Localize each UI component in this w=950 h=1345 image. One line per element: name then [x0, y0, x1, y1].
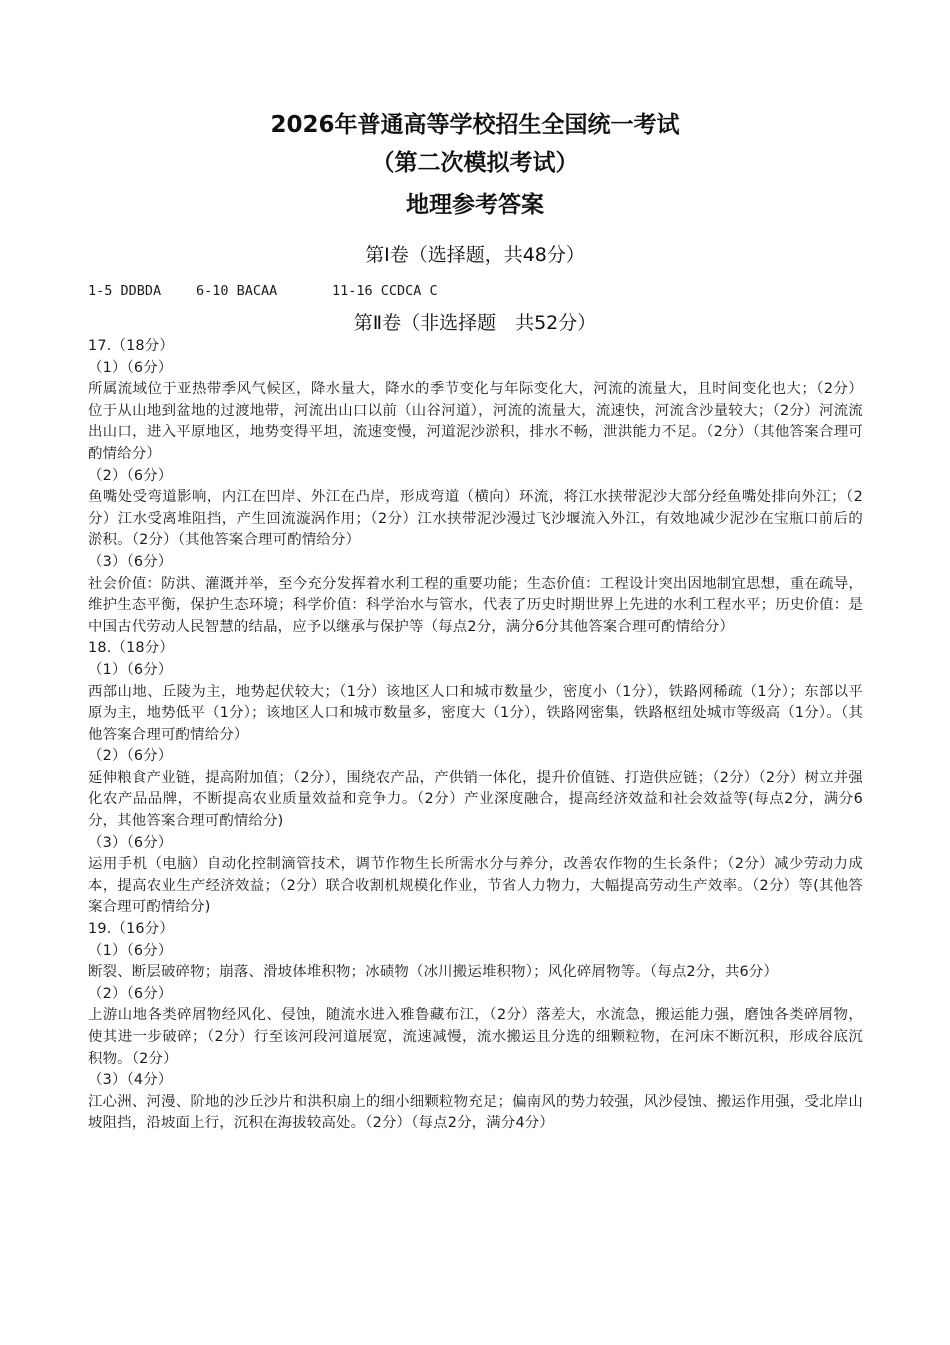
- q18-2-answer: 延伸粮食产业链，提高附加值；（2分），围绕农产品，产供销一体化，提升价值链、打造供应链；（2分）（2分）树立并强化农产品品牌，不断提高农业质量效益和竞争力。（2分）产业深度融合，提高经济效益和社会效益等(每点2分，满分6分，其他答案合理可酌情给分): [88, 769, 863, 830]
- q17-2-answer: 鱼嘴处受弯道影响，内江在凹岸、外江在凸岸，形成弯道（横向）环流，将江水挟带泥沙大部分经鱼嘴处排向外江；（2分）江水受离堆阻挡，产生回流漩涡作用；（2分）江水挟带泥沙漫过飞沙堰流入外江，有效地减少泥沙在宝瓶口前后的淤积。（2分）（其他答案合理可酌情给分）: [88, 489, 863, 549]
- q18-heading: 18.（18分）: [88, 640, 174, 657]
- q19-2-answer: 上游山地各类碎屑物经风化、侵蚀，随流水进入雅鲁藏布江，（2分）落差大，水流急，搬运能力强，磨蚀各类碎屑物，使其进一步破碎；（2分）行至该河段河道展宽，流速减慢，流水搬运且分选的细颗粒物，在河床不断沉积，形成谷底沉积物。（2分）: [88, 1007, 863, 1067]
- q19-1-heading: （1）（6分）: [88, 942, 173, 959]
- section1-heading: 第Ⅰ卷（选择题，共48分）: [365, 244, 585, 266]
- q19-heading: 19.（16分）: [88, 921, 174, 938]
- section2-heading: 第Ⅱ卷（非选择题 共52分）: [353, 312, 597, 334]
- q17-1-answer: 所属流域位于亚热带季风气候区，降水量大，降水的季节变化与年际变化大，河流的流量大，且时间变化也大；（2分）位于从山地到盆地的过渡地带，河流出山口以前（山谷河道），河流的流量大，流速快，河流含沙量较大；（2分）河流流出山口，进入平原地区，地势变得平坦，流速变慢，河道泥沙淤积，排水不畅，泄洪能力不足。（2分）（其他答案合理可酌情给分）: [88, 381, 863, 462]
- q19-3-answer: 江心洲、河漫、阶地的沙丘沙片和洪积扇上的细小细颗粒物充足；偏南风的势力较强，风沙侵蚀、搬运作用强，受北岸山坡阻挡，沿坡面上行，沉积在海拔较高处。（2分）（每点2分，满分4分）: [88, 1093, 863, 1132]
- q19-2-heading: （2）（6分）: [88, 985, 173, 1002]
- q18-1-heading: （1）（6分）: [88, 661, 173, 678]
- q18-3-answer: 运用手机（电脑）自动化控制滴管技术，调节作物生长所需水分与养分，改善农作物的生长条件；（2分）减少劳动力成本，提高农业生产经济效益；（2分）联合收割机规模化作业，节省人力物力，大幅提高劳动生产效率。（2分）等(其他答案合理可酌情给分): [88, 856, 863, 916]
- q17-1-heading: （1）（6分）: [88, 359, 173, 376]
- q18-1-answer: 西部山地、丘陵为主，地势起伏较大；（1分）该地区人口和城市数量少，密度小（1分），铁路网稀疏（1分）；东部以平原为主，地势低平（1分）；该地区人口和城市数量多，密度大（1分），铁路网密集，铁路枢纽处城市等级高（1分）。（其他答案合理可酌情给分）: [88, 683, 863, 743]
- q17-3-heading: （3）（6分）: [88, 553, 173, 570]
- answers-6-10: 6-10 BACAA: [196, 283, 278, 299]
- q17-3-answer: 社会价值：防洪、灌溉并举，至今充分发挥着水利工程的重要功能；生态价值：工程设计突出因地制宜思想，重在疏导，维护生态平衡，保护生态环境；科学价值：科学治水与管水，代表了历史时期世界上先进的水利工程水平；历史价值：是中国古代劳动人民智慧的结晶，应予以继承与保护等（每点2分，满分6分其他答案合理可酌情给分）: [88, 575, 863, 635]
- answer-key-title: 地理参考答案: [406, 192, 544, 218]
- q19-1-answer: 断裂、断层破碎物；崩落、滑坡体堆积物；冰碛物（冰川搬运堆积物）；风化碎屑物等。（每点2分，共6分）: [88, 964, 779, 981]
- q18-3-heading: （3）（6分）: [88, 834, 173, 851]
- exam-title: 2026年普通高等学校招生全国统一考试: [270, 112, 680, 138]
- choice-answers: [88, 283, 438, 299]
- q19-3-heading: （3）（4分）: [88, 1072, 173, 1089]
- exam-subtitle: （第二次模拟考试）: [371, 150, 579, 176]
- q17-heading: 17.（18分）: [88, 338, 174, 354]
- answers-1-5: 1-5 DDBDA: [88, 283, 162, 299]
- answer-content: [88, 336, 863, 1135]
- answers-11-16: 11-16 CCDCA C: [332, 283, 438, 299]
- q17-2-heading: （2）（6分）: [88, 467, 173, 484]
- q18-2-heading: （2）（6分）: [88, 748, 173, 765]
